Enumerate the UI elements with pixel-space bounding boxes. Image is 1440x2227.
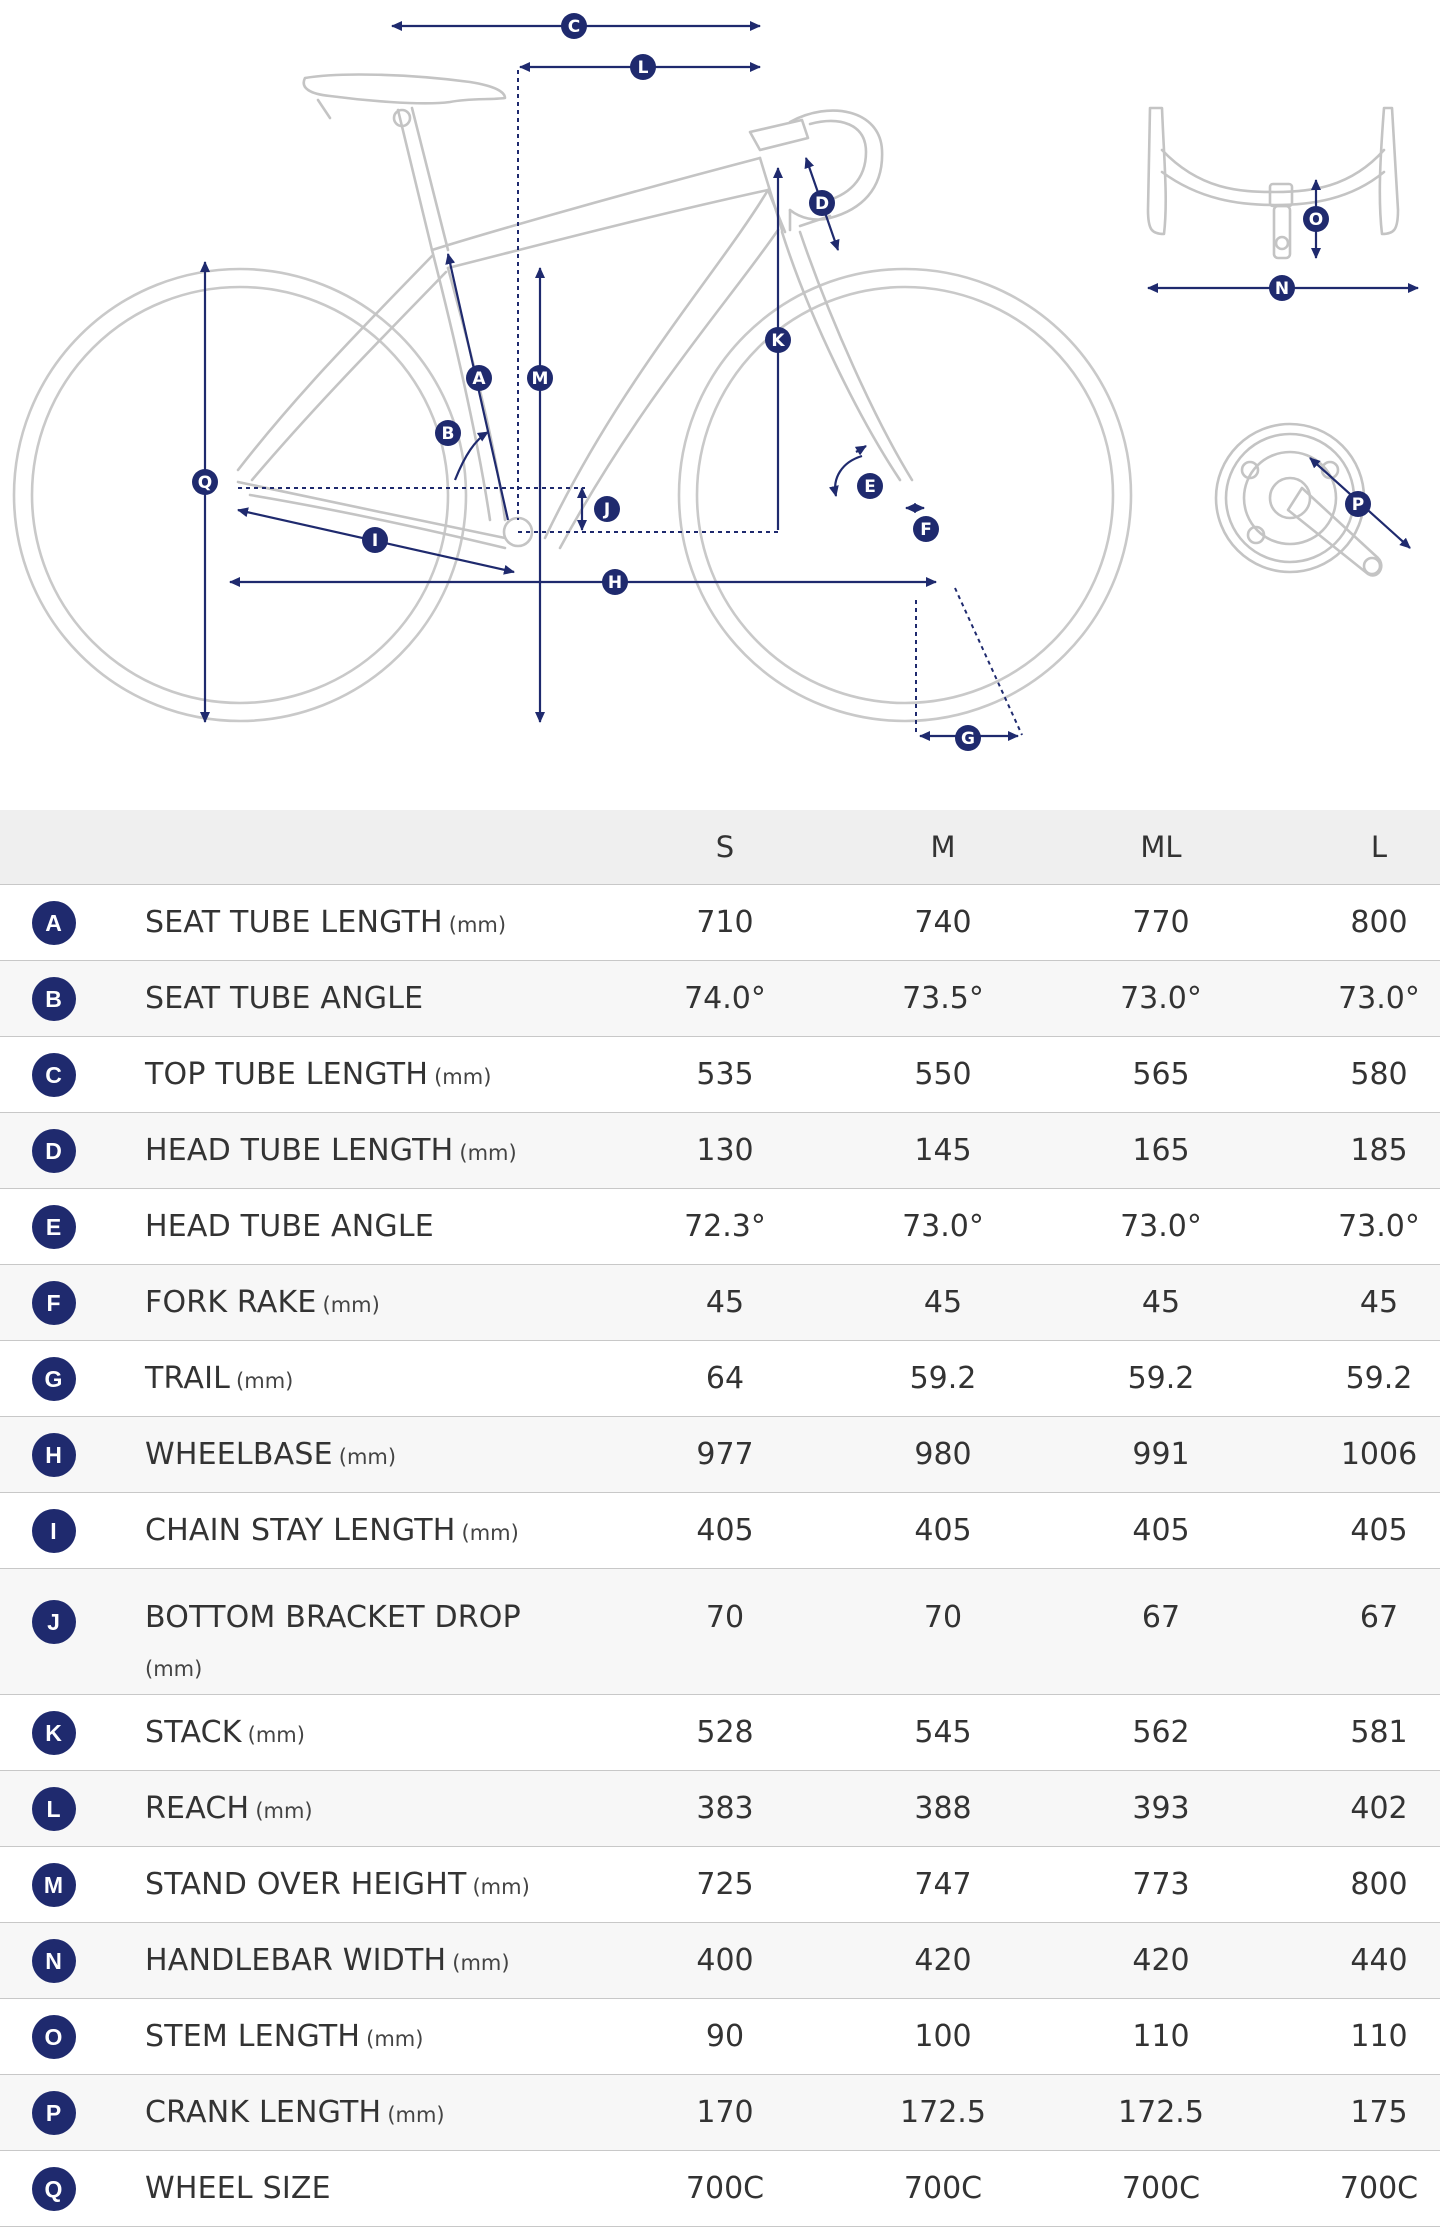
row-value: 581 xyxy=(1270,1695,1440,1771)
row-unit: (mm) xyxy=(247,1723,305,1747)
svg-text:Q: Q xyxy=(197,473,213,493)
row-unit: (mm) xyxy=(472,1875,530,1899)
row-value: 185 xyxy=(1270,1113,1440,1189)
row-value: 405 xyxy=(834,1493,1052,1569)
header-size-ml: ML xyxy=(1052,810,1270,885)
row-value: 747 xyxy=(834,1847,1052,1923)
row-key-badge: B xyxy=(32,977,76,1021)
row-name: STEM LENGTH xyxy=(145,2019,361,2054)
svg-text:C: C xyxy=(567,17,581,37)
row-value: 73.0° xyxy=(834,1189,1052,1265)
row-value: 70 xyxy=(923,1600,963,1635)
row-value: 59.2 xyxy=(834,1341,1052,1417)
row-value: 388 xyxy=(834,1771,1052,1847)
row-value: 165 xyxy=(1052,1113,1270,1189)
row-key-badge: D xyxy=(32,1129,76,1173)
table-row xyxy=(0,1493,1440,1569)
row-value: 770 xyxy=(1052,885,1270,961)
svg-text:B: B xyxy=(441,424,455,444)
row-name: FORK RAKE xyxy=(145,1285,317,1320)
row-value: 700C xyxy=(834,2151,1052,2227)
row-name: TRAIL xyxy=(145,1361,231,1396)
row-key-badge: G xyxy=(32,1357,76,1401)
row-value: 440 xyxy=(1270,1923,1440,1999)
svg-text:G: G xyxy=(961,729,975,749)
svg-text:O: O xyxy=(1308,210,1324,230)
row-unit: (mm) xyxy=(434,1065,492,1089)
header-empty-name xyxy=(107,810,616,885)
row-value: 393 xyxy=(1052,1771,1270,1847)
row-name: WHEEL SIZE xyxy=(145,2171,331,2206)
row-value: 45 xyxy=(1052,1265,1270,1341)
geometry-diagram xyxy=(0,0,1440,810)
row-value: 400 xyxy=(616,1923,834,1999)
row-name: CRANK LENGTH xyxy=(145,2095,382,2130)
table-row xyxy=(0,2151,1440,2227)
row-key-badge: I xyxy=(32,1509,76,1553)
header-size-s: S xyxy=(616,810,834,885)
table-header-row xyxy=(0,810,1440,885)
row-value: 70 xyxy=(705,1600,745,1635)
row-key-badge: N xyxy=(32,1939,76,1983)
row-unit: (mm) xyxy=(338,1445,397,1469)
row-unit: (mm) xyxy=(145,1657,203,1681)
row-unit: (mm) xyxy=(366,2027,424,2051)
row-value: 145 xyxy=(834,1113,1052,1189)
label-H xyxy=(602,569,628,595)
row-name: STACK xyxy=(145,1715,242,1750)
header-size-m: M xyxy=(834,810,1052,885)
row-key-badge: A xyxy=(32,901,76,945)
row-key-badge: O xyxy=(32,2015,76,2059)
row-value: 110 xyxy=(1270,1999,1440,2075)
label-I xyxy=(362,527,388,553)
row-key-badge: P xyxy=(32,2091,76,2135)
label-G xyxy=(955,725,981,751)
row-key-badge: J xyxy=(32,1600,76,1644)
table-row xyxy=(0,885,1440,961)
rear-wheel xyxy=(14,269,466,721)
row-unit: (mm) xyxy=(322,1293,380,1317)
dimension-lines xyxy=(205,26,1418,736)
row-value: 420 xyxy=(834,1923,1052,1999)
row-value: 405 xyxy=(1052,1493,1270,1569)
row-value: 175 xyxy=(1270,2075,1440,2151)
row-value: 73.0° xyxy=(1270,1189,1440,1265)
row-value: 130 xyxy=(616,1113,834,1189)
bike-geometry-svg xyxy=(0,0,1440,810)
row-key-badge: F xyxy=(32,1281,76,1325)
row-value: 405 xyxy=(1270,1493,1440,1569)
header-empty xyxy=(0,810,107,885)
row-unit: (mm) xyxy=(452,1951,510,1975)
svg-text:H: H xyxy=(607,573,623,593)
table-row xyxy=(0,1569,1440,1695)
row-name: BOTTOM BRACKET DROP xyxy=(145,1600,521,1635)
label-L xyxy=(630,54,656,80)
row-unit: (mm) xyxy=(387,2103,445,2127)
row-value: 725 xyxy=(616,1847,834,1923)
row-name: SEAT TUBE ANGLE xyxy=(145,981,424,1016)
label-K xyxy=(765,327,791,353)
svg-text:F: F xyxy=(920,520,932,540)
row-value: 565 xyxy=(1052,1037,1270,1113)
row-name: STAND OVER HEIGHT xyxy=(145,1867,467,1902)
table-row xyxy=(0,1341,1440,1417)
label-D xyxy=(809,190,835,216)
row-name: CHAIN STAY LENGTH xyxy=(145,1513,456,1548)
row-name: HEAD TUBE LENGTH xyxy=(145,1133,454,1168)
row-value: 110 xyxy=(1052,1999,1270,2075)
label-C xyxy=(561,13,587,39)
row-value: 64 xyxy=(616,1341,834,1417)
row-name: HEAD TUBE ANGLE xyxy=(145,1209,434,1244)
row-key-badge: H xyxy=(32,1433,76,1477)
header-size-l: L xyxy=(1270,810,1440,885)
row-value: 72.3° xyxy=(616,1189,834,1265)
svg-text:N: N xyxy=(1274,279,1290,299)
table-row xyxy=(0,961,1440,1037)
svg-text:E: E xyxy=(864,477,876,497)
row-unit: (mm) xyxy=(461,1521,519,1545)
row-unit: (mm) xyxy=(448,913,507,937)
svg-text:M: M xyxy=(531,369,549,389)
table-row xyxy=(0,1265,1440,1341)
row-value: 535 xyxy=(616,1037,834,1113)
label-M xyxy=(527,365,553,391)
label-P xyxy=(1345,491,1371,517)
svg-text:J: J xyxy=(603,500,611,520)
label-E xyxy=(857,473,883,499)
row-value: 90 xyxy=(616,1999,834,2075)
table-row xyxy=(0,1847,1440,1923)
label-F xyxy=(913,516,939,542)
row-value: 800 xyxy=(1270,1847,1440,1923)
row-name: SEAT TUBE LENGTH xyxy=(145,905,443,940)
label-Q xyxy=(192,469,218,495)
row-value: 580 xyxy=(1270,1037,1440,1113)
table-row xyxy=(0,1189,1440,1265)
row-key-badge: Q xyxy=(32,2167,76,2211)
label-J xyxy=(594,496,620,522)
table-row xyxy=(0,1113,1440,1189)
row-unit: (mm) xyxy=(236,1369,294,1393)
row-value: 73.5° xyxy=(834,961,1052,1037)
svg-text:A: A xyxy=(472,369,486,389)
handlebar-front-view xyxy=(1148,108,1398,258)
label-B xyxy=(435,420,461,446)
row-value: 1006 xyxy=(1270,1417,1440,1493)
row-unit: (mm) xyxy=(255,1799,313,1823)
svg-text:K: K xyxy=(771,331,785,351)
label-A xyxy=(466,365,492,391)
row-value: 991 xyxy=(1052,1417,1270,1493)
row-value: 528 xyxy=(616,1695,834,1771)
row-value: 420 xyxy=(1052,1923,1270,1999)
geometry-table xyxy=(0,810,1440,2227)
row-value: 45 xyxy=(1270,1265,1440,1341)
row-value: 740 xyxy=(834,885,1052,961)
row-value: 74.0° xyxy=(616,961,834,1037)
row-value: 562 xyxy=(1052,1695,1270,1771)
table-row xyxy=(0,2075,1440,2151)
row-value: 700C xyxy=(1270,2151,1440,2227)
row-value: 73.0° xyxy=(1052,961,1270,1037)
row-name: WHEELBASE xyxy=(145,1437,333,1472)
row-value: 100 xyxy=(834,1999,1052,2075)
row-value: 980 xyxy=(834,1417,1052,1493)
row-value: 545 xyxy=(834,1695,1052,1771)
label-O xyxy=(1303,206,1329,232)
row-value: 773 xyxy=(1052,1847,1270,1923)
row-value: 700C xyxy=(616,2151,834,2227)
row-value: 73.0° xyxy=(1052,1189,1270,1265)
table-row xyxy=(0,1417,1440,1493)
row-value: 710 xyxy=(616,885,834,961)
row-name: HANDLEBAR WIDTH xyxy=(145,1943,447,1978)
row-value: 67 xyxy=(1141,1600,1181,1635)
row-value: 67 xyxy=(1359,1600,1399,1635)
row-value: 383 xyxy=(616,1771,834,1847)
row-value: 977 xyxy=(616,1417,834,1493)
row-value: 172.5 xyxy=(1052,2075,1270,2151)
row-value: 59.2 xyxy=(1270,1341,1440,1417)
svg-text:D: D xyxy=(814,194,830,214)
row-unit: (mm) xyxy=(459,1141,517,1165)
table-row xyxy=(0,1695,1440,1771)
row-key-badge: L xyxy=(32,1787,76,1831)
row-name: TOP TUBE LENGTH xyxy=(145,1057,429,1092)
table-row xyxy=(0,1999,1440,2075)
svg-text:I: I xyxy=(371,531,379,551)
label-N xyxy=(1269,275,1295,301)
row-key-badge: M xyxy=(32,1863,76,1907)
row-name: REACH xyxy=(145,1791,250,1826)
row-value: 800 xyxy=(1270,885,1440,961)
row-key-badge: C xyxy=(32,1053,76,1097)
row-key-badge: K xyxy=(32,1711,76,1755)
table-row xyxy=(0,1771,1440,1847)
row-key-badge: E xyxy=(32,1205,76,1249)
svg-text:L: L xyxy=(637,58,649,78)
table-row xyxy=(0,1037,1440,1113)
row-value: 402 xyxy=(1270,1771,1440,1847)
row-value: 45 xyxy=(616,1265,834,1341)
row-value: 550 xyxy=(834,1037,1052,1113)
svg-text:P: P xyxy=(1351,495,1365,515)
row-value: 405 xyxy=(616,1493,834,1569)
row-value: 59.2 xyxy=(1052,1341,1270,1417)
row-value: 45 xyxy=(834,1265,1052,1341)
row-value: 73.0° xyxy=(1270,961,1440,1037)
front-wheel xyxy=(679,269,1131,721)
row-value: 170 xyxy=(616,2075,834,2151)
row-value: 172.5 xyxy=(834,2075,1052,2151)
table-row xyxy=(0,1923,1440,1999)
row-value: 700C xyxy=(1052,2151,1270,2227)
